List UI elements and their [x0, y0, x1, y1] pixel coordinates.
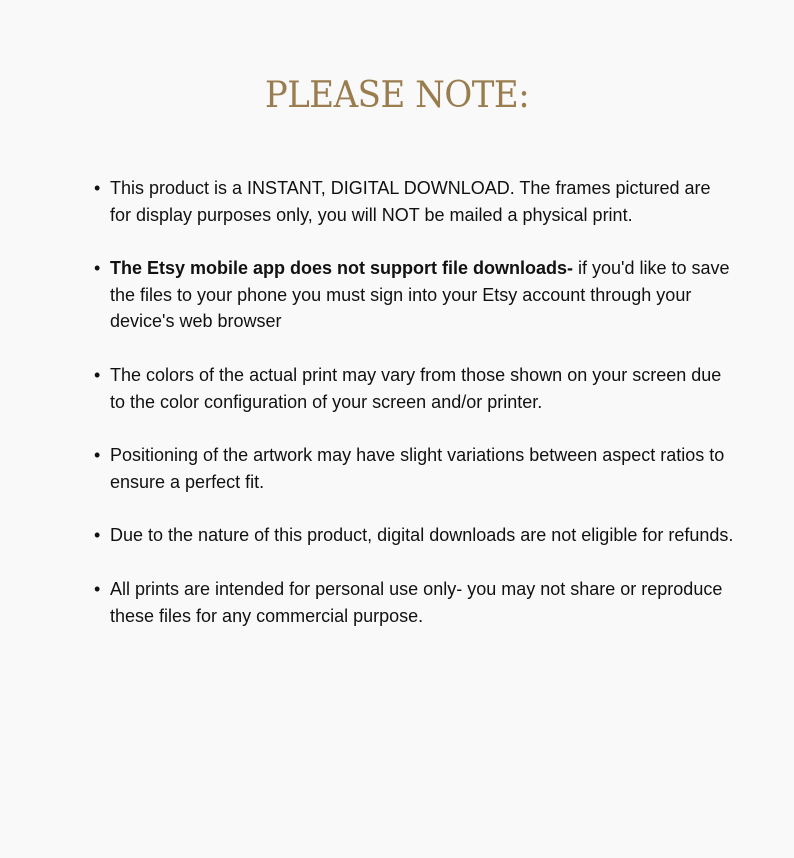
note-item-1: [94, 175, 734, 228]
note-item-3: [94, 362, 734, 415]
bullet-icon: •: [94, 178, 101, 198]
note-3-text: The colors of the actual print may vary from those shown on your screen due to the color configuration of your screen and/or printer.: [110, 364, 722, 412]
note-1-text: This product is a INSTANT, DIGITAL DOWNLOAD. The frames pictured are for display purposes only, you will NOT be mailed a physical print.: [110, 178, 711, 225]
bullet-icon: •: [94, 578, 101, 599]
note-6-text: All prints are intended for personal use only- you may not share or reproduce these files for any commercial purpose.: [110, 578, 723, 626]
note-item-5: [94, 522, 734, 549]
bullet-icon: •: [94, 525, 101, 546]
note-4-text: Positioning of the artwork may have slight variations between aspect ratios to ensure a perfect fit.: [110, 445, 725, 492]
bullet-icon: •: [94, 445, 101, 466]
note-item-6: [94, 576, 734, 629]
note-2-text: if you'd like to save the files to your phone you must sign into your Etsy account through your device's web browser: [110, 258, 730, 332]
note-2-emphasis: The Etsy mobile app does not support file downloads-: [110, 258, 574, 279]
bullet-icon: •: [94, 258, 101, 279]
note-item-4: [94, 442, 734, 495]
page-title: PLEASE NOTE:: [264, 73, 530, 117]
note-item-2: [94, 255, 734, 335]
notes-list: [94, 175, 734, 656]
bullet-icon: •: [94, 364, 101, 385]
note-5-text: Due to the nature of this product, digital downloads are not eligible for refunds.: [110, 525, 734, 546]
